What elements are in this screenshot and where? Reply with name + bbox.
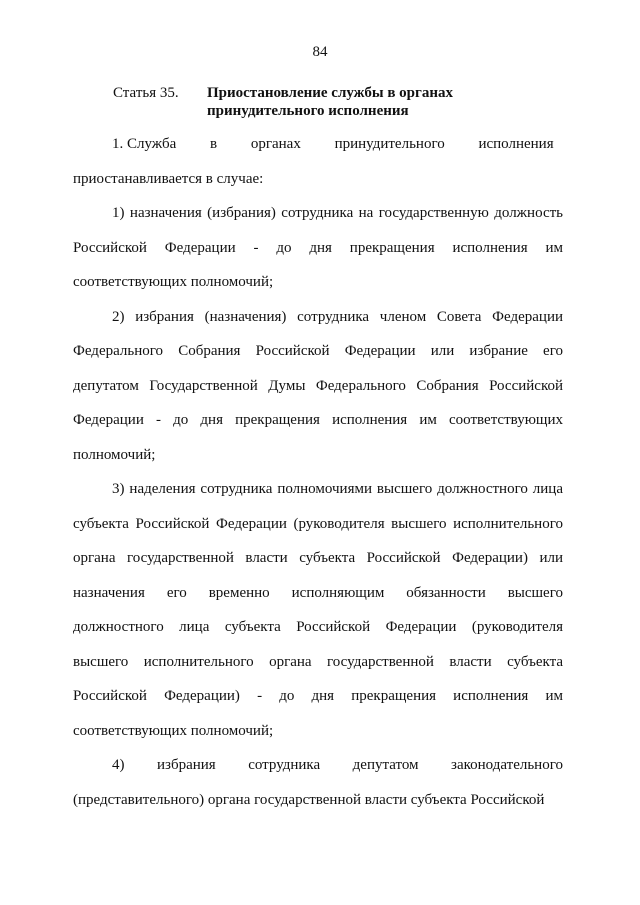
article-title-line-1: Приостановление службы в органах [207, 85, 453, 101]
article-title [207, 84, 567, 120]
paragraph-3: 2) избрания (назначения) сотрудника членом Совета Федерации Федерального Собрания Российской Федерации или избрание его депутатом Государственной Думы Федерального Собрания Российской Федерации - до дня прекращения исполнения им соответствующих полномочий; [73, 308, 563, 463]
paragraph-1 [73, 127, 563, 196]
paragraph-4: 3) наделения сотрудника полномочиями высшего должностного лица субъекта Российской Федерации (руководителя высшего исполнительного органа государственной власти субъекта Российской Федерации) или назначения его временно исполняющим обязанности высшего должностного лица субъекта Российской Федерации (руководителя высшего исполнительного органа государственной власти субъекта Российской Федерации) - до дня прекращения исполнения им соответствующих полномочий; [73, 481, 563, 739]
paragraph-5: 4) избрания сотрудника депутатом законодательного (представительного) органа государственной власти субъекта Российской [73, 757, 563, 808]
paragraph-2: 1) назначения (избрания) сотрудника на государственную должность Российской Федерации - до дня прекращения исполнения им соответствующих полномочий; [73, 205, 563, 290]
article-title-line-2: принудительного исполнения [207, 103, 409, 119]
paragraph-1-continuation: приостанавливается в случае: [73, 170, 264, 187]
article-body [73, 127, 563, 817]
page-number: 84 [312, 44, 328, 60]
paragraph-1-line-1: 1. Служба в органах принудительного исполнения [112, 136, 554, 152]
article-label: Статья 35. [113, 85, 179, 101]
